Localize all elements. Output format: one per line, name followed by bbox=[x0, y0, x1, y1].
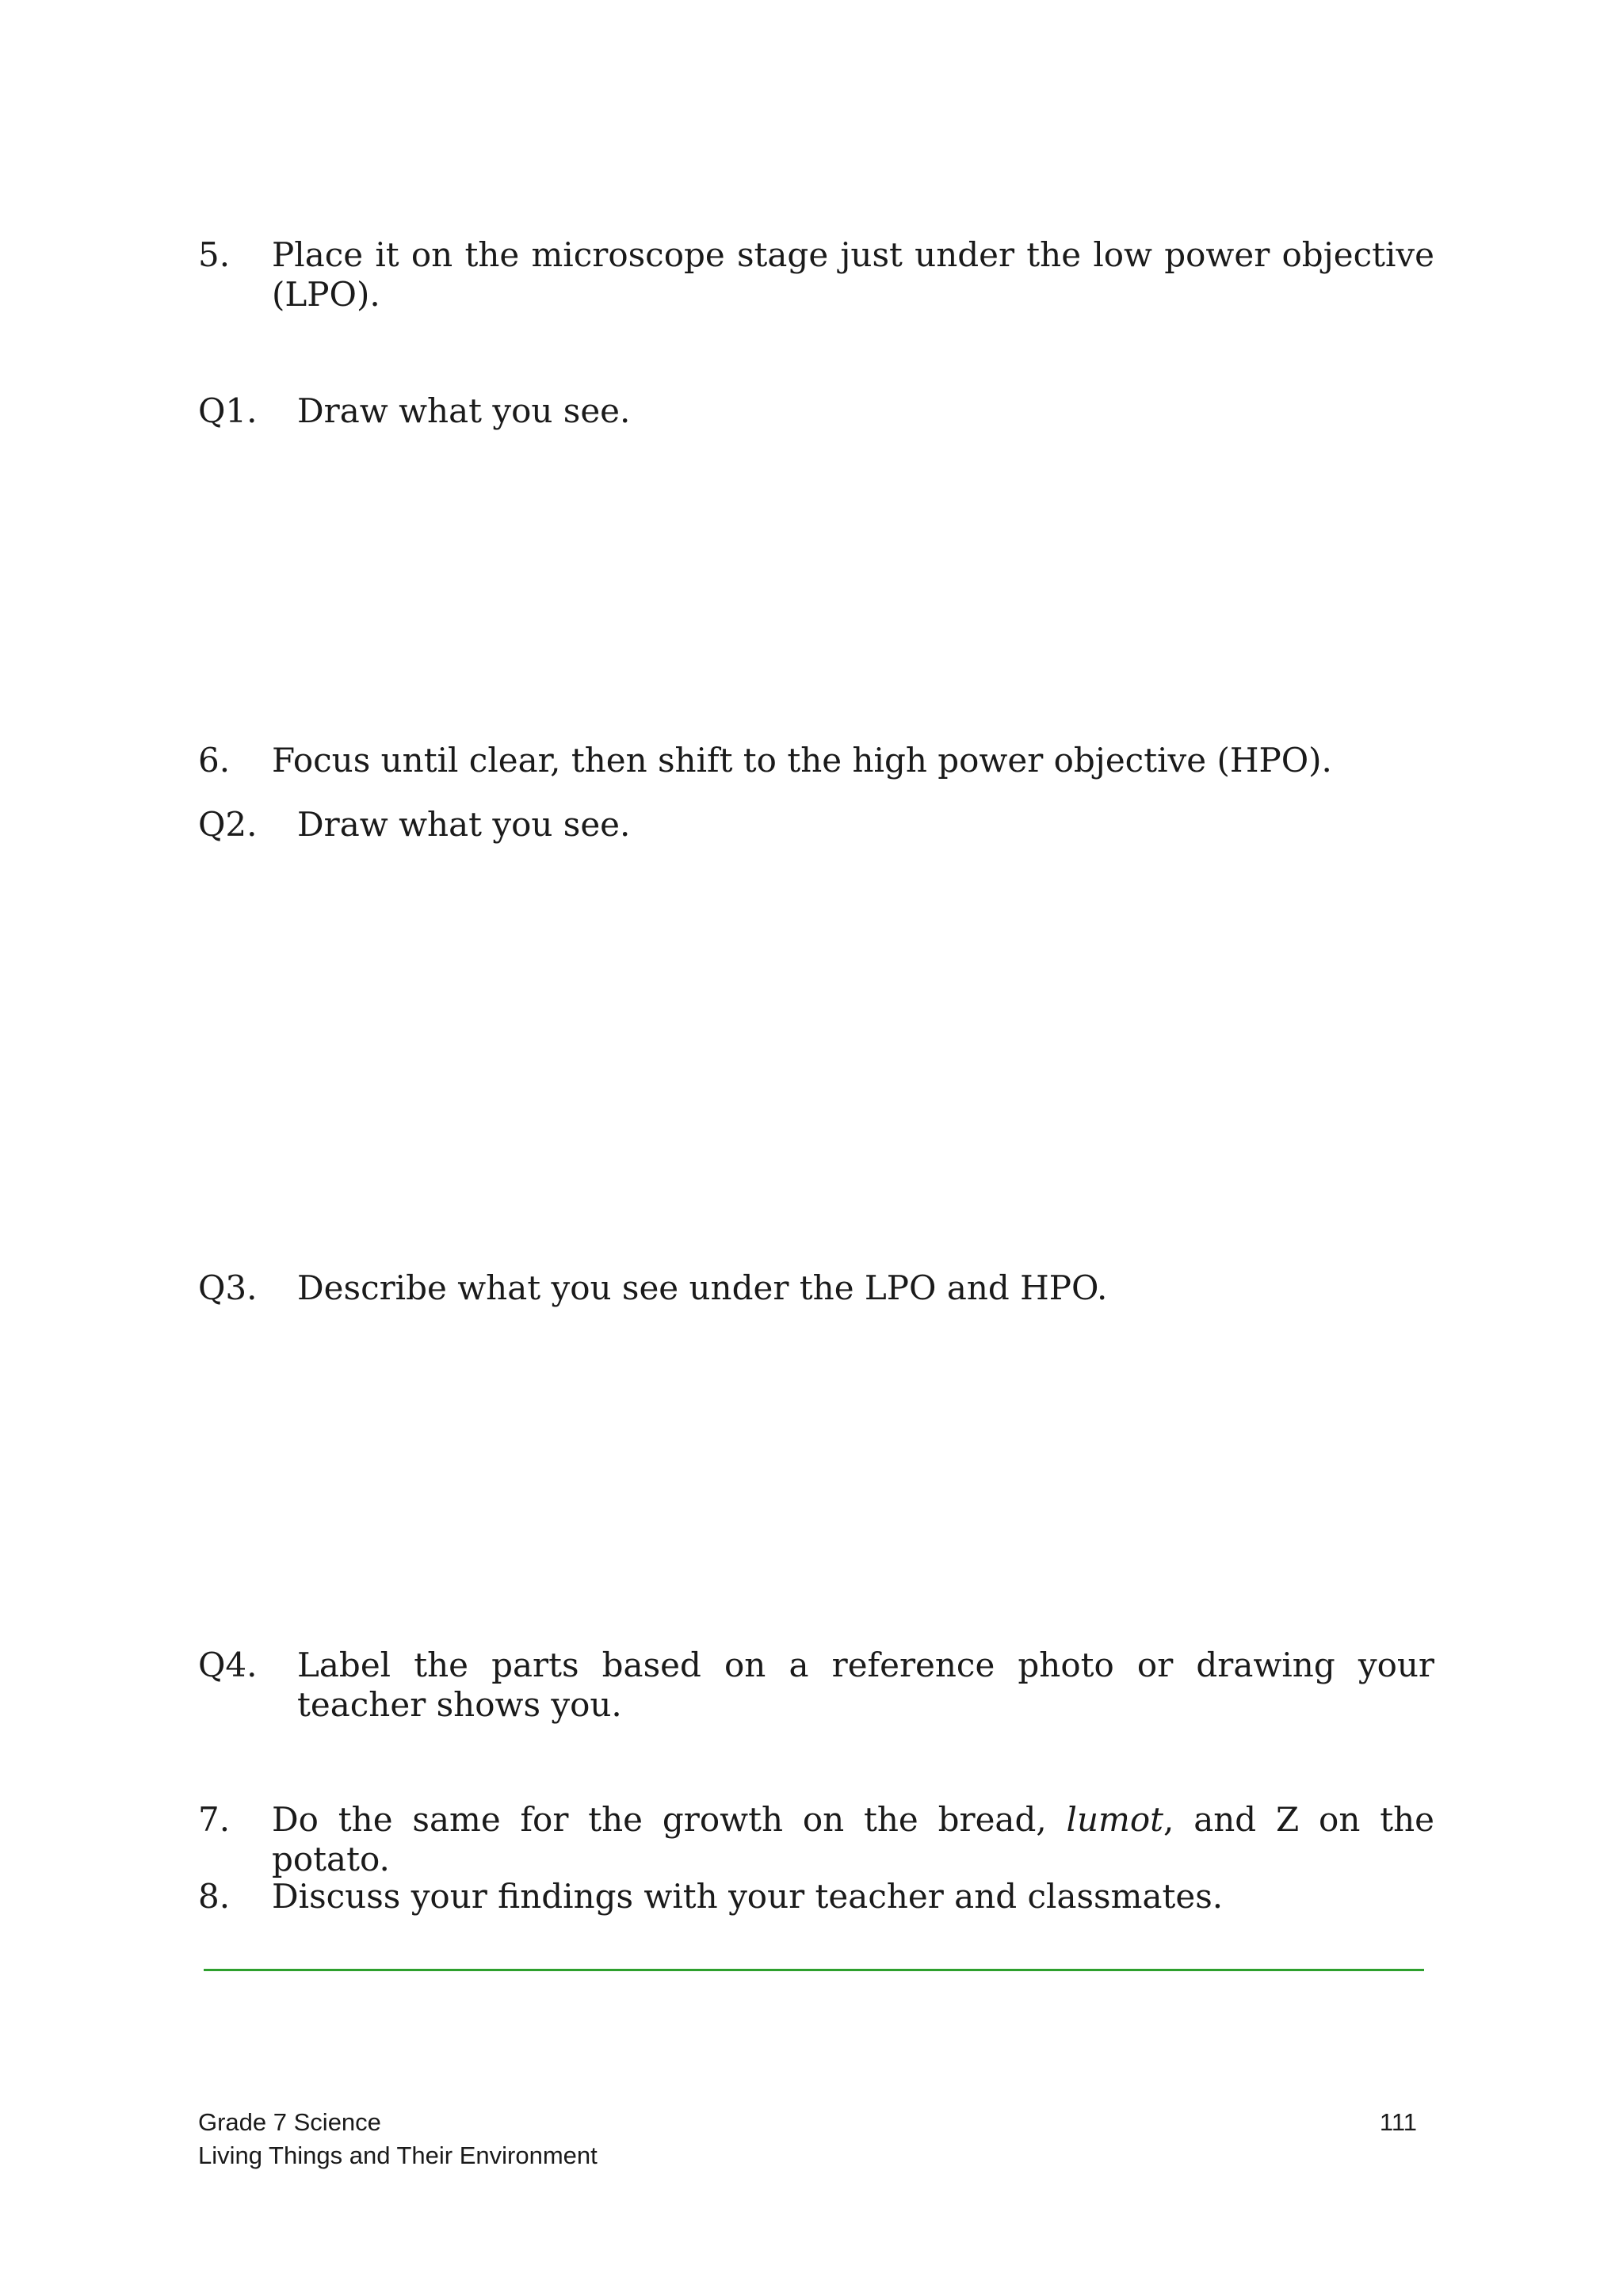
footer-unit: Living Things and Their Environment bbox=[198, 2142, 598, 2169]
footer-left bbox=[198, 2106, 598, 2172]
question-text: Draw what you see. bbox=[297, 391, 631, 430]
step-text: Place it on the microscope stage just under the low power objective (LPO). bbox=[272, 235, 1434, 314]
step-text: Focus until clear, then shift to the high power objective (HPO). bbox=[272, 741, 1332, 780]
question-text: Describe what you see under the LPO and HPO. bbox=[297, 1268, 1108, 1307]
step-number: 7. bbox=[198, 1800, 231, 1839]
step-number: 6. bbox=[198, 741, 231, 780]
question-text: Draw what you see. bbox=[297, 805, 631, 844]
step-text bbox=[272, 1800, 1434, 1879]
question-text: Label the parts based on a reference photo or drawing your teacher shows you. bbox=[297, 1646, 1434, 1724]
step-text-before: Do the same for the growth on the bread, bbox=[272, 1800, 1067, 1839]
question-number: Q4. bbox=[198, 1646, 258, 1684]
footer-course: Grade 7 Science bbox=[198, 2108, 381, 2136]
question-number: Q1. bbox=[198, 391, 258, 430]
step-number: 8. bbox=[198, 1877, 231, 1916]
question-number: Q2. bbox=[198, 805, 258, 844]
page-number: 111 bbox=[1379, 2108, 1417, 2136]
step-number: 5. bbox=[198, 235, 231, 274]
italic-term: lumot bbox=[1066, 1800, 1164, 1839]
step-text-after: , and Z on the potato. bbox=[272, 1800, 1434, 1878]
step-text: Discuss your findings with your teacher and classmates. bbox=[272, 1877, 1224, 1916]
question-number: Q3. bbox=[198, 1268, 258, 1307]
green-divider bbox=[204, 1969, 1424, 1971]
